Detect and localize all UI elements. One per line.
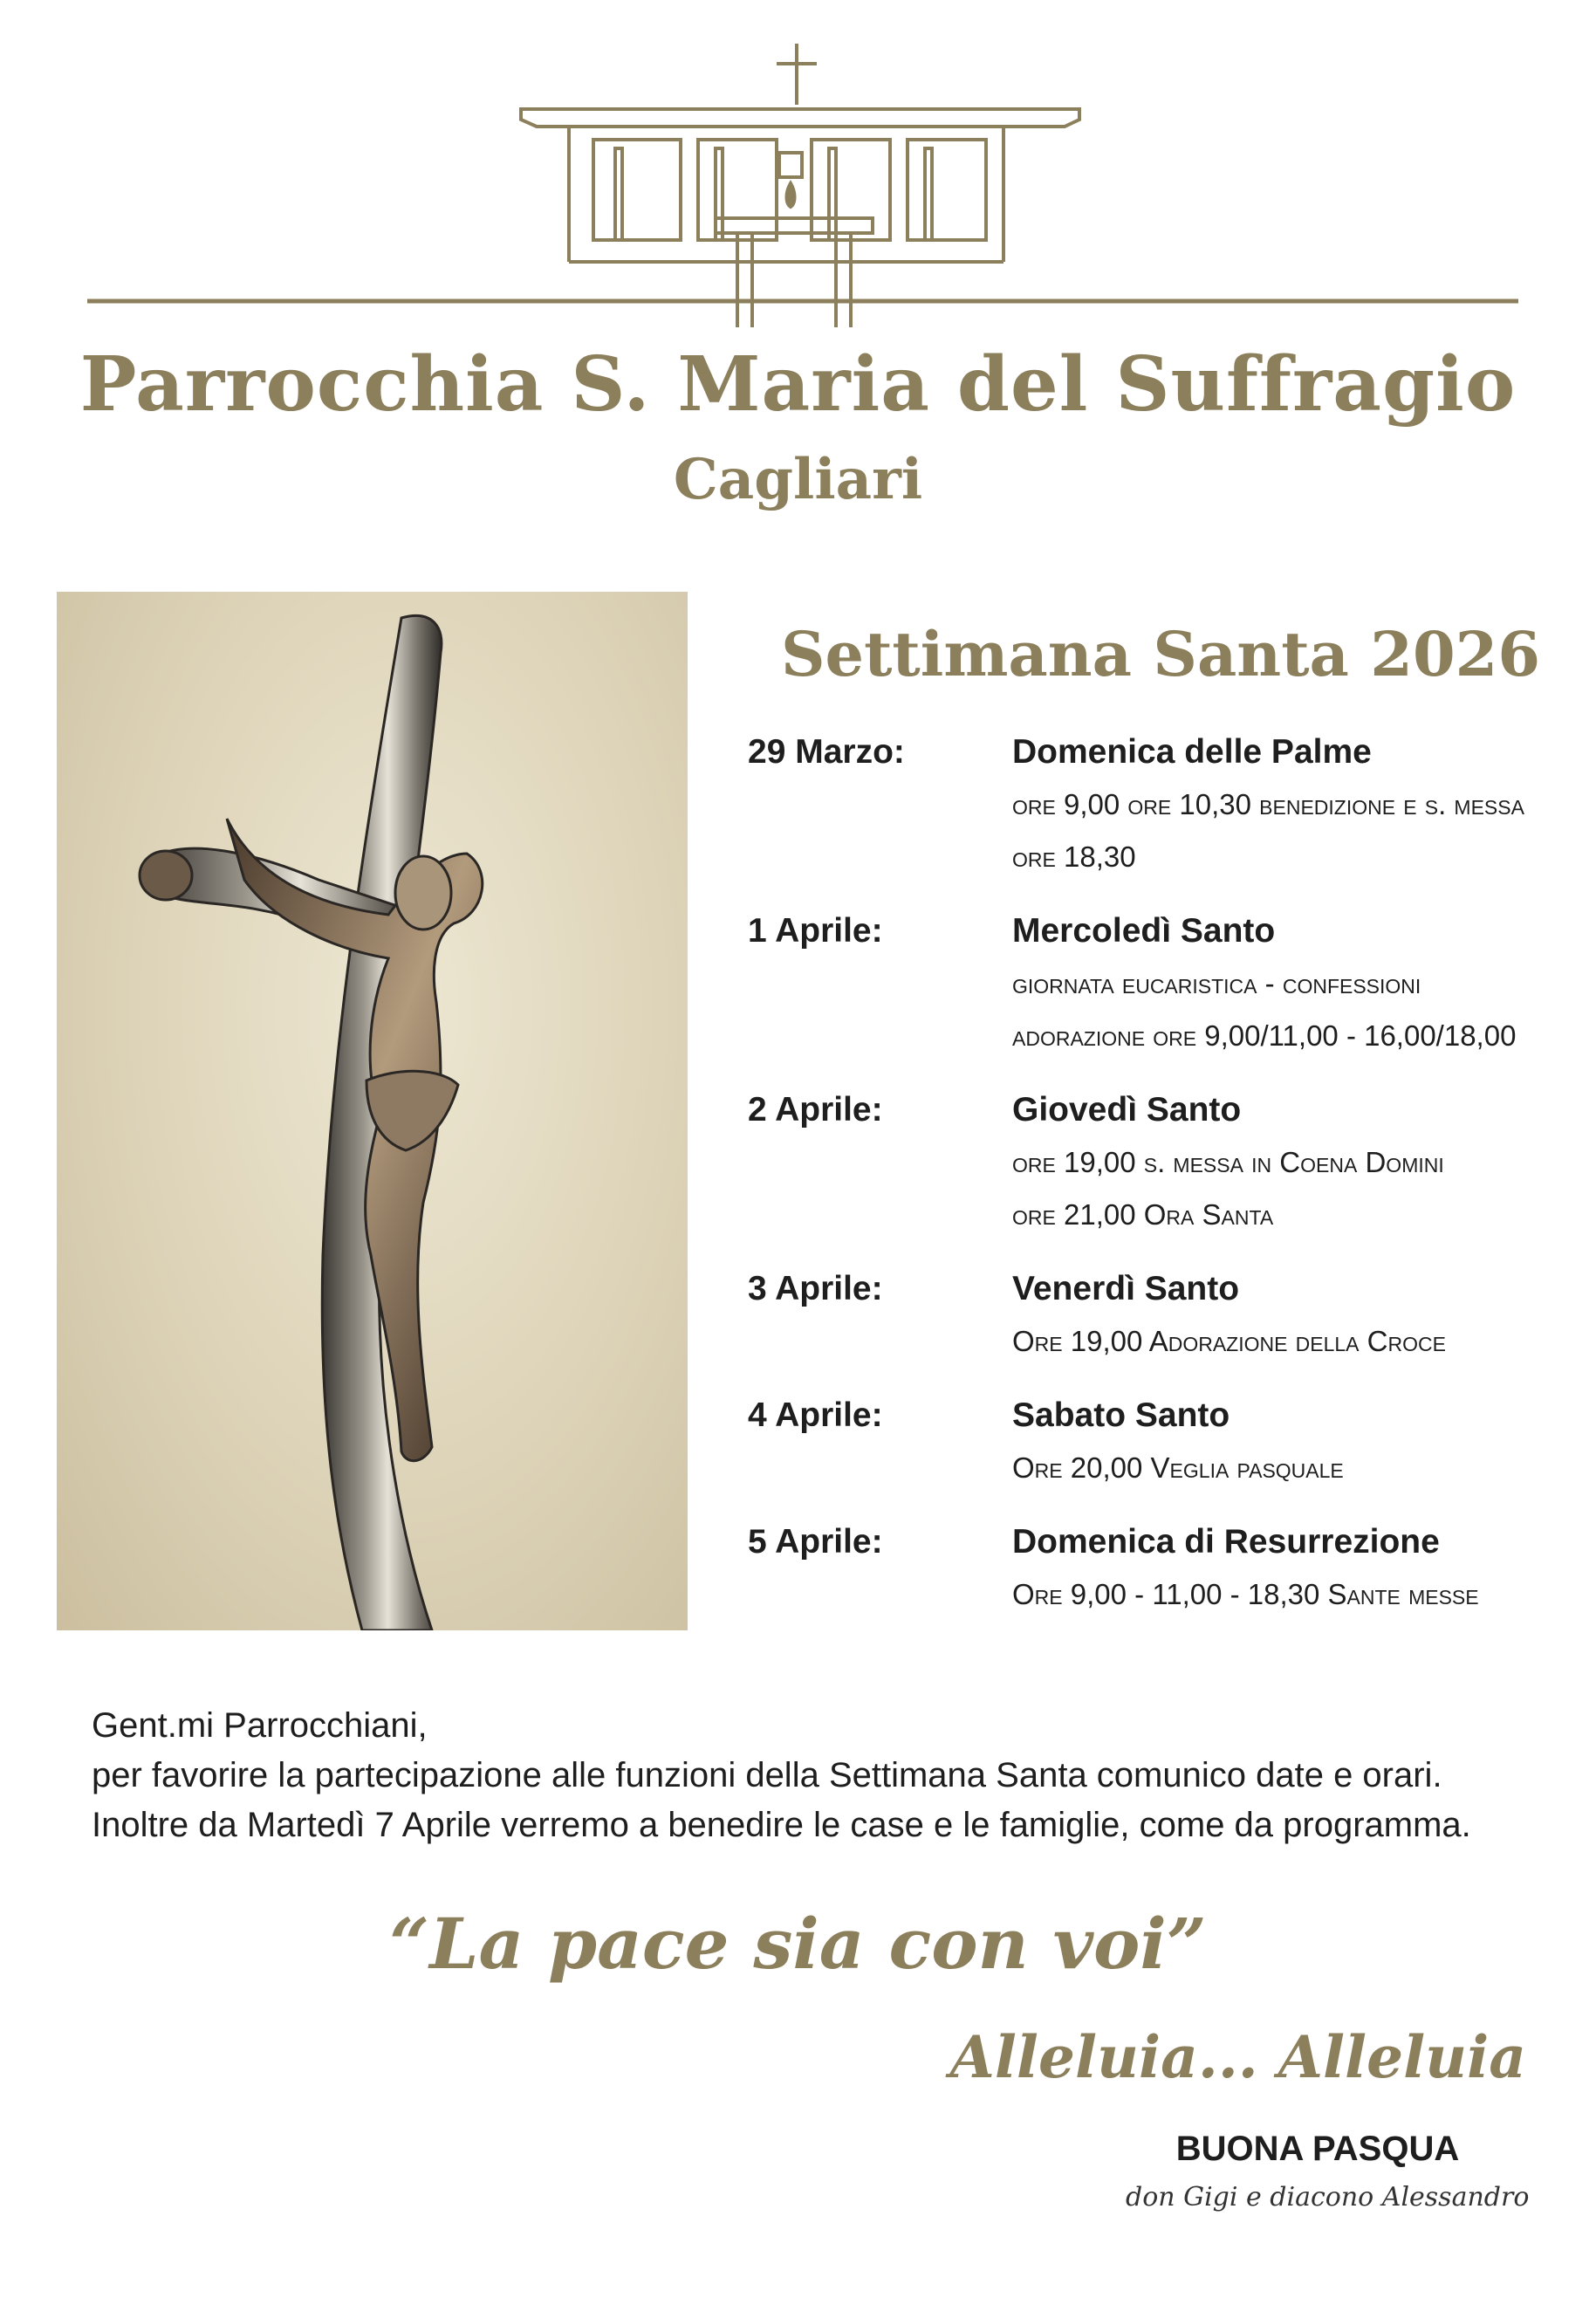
quote: “La pace sia con voi” <box>389 1903 1207 1985</box>
day-date: 4 Aprile: <box>748 1396 883 1434</box>
day-name: Domenica di Resurrezione <box>1012 1523 1440 1561</box>
day-time: ore 21,00 Ora Santa <box>1012 1198 1274 1231</box>
day-time: ore 9,00 ore 10,30 benedizione e s. messa <box>1012 788 1524 820</box>
alleluia: Alleluia... Alleluia <box>949 2023 1526 2091</box>
day-time: Ore 9,00 - 11,00 - 18,30 Sante messe <box>1012 1578 1479 1610</box>
parish-name: Parrocchia S. Maria del Suffragio <box>79 340 1517 429</box>
day-time: ore 19,00 s. messa in Coena Domini <box>1012 1146 1444 1178</box>
day-time: Ore 20,00 Veglia pasquale <box>1012 1451 1344 1484</box>
day-date: 1 Aprile: <box>748 912 883 950</box>
day-date: 3 Aprile: <box>748 1270 883 1307</box>
day-time: Ore 19,00 Adorazione della Croce <box>1012 1325 1446 1357</box>
letter-salutation: Gent.mi Parrocchiani, <box>92 1706 428 1745</box>
day-time: ore 18,30 <box>1012 840 1136 873</box>
day-name: Giovedì Santo <box>1012 1091 1242 1129</box>
day-time: adorazione ore 9,00/11,00 - 16,00/18,00 <box>1012 1019 1517 1052</box>
day-name: Venerdì Santo <box>1012 1270 1240 1307</box>
church-cross-icon <box>87 39 1518 336</box>
parish-city: Cagliari <box>673 447 923 512</box>
day-date: 29 Marzo: <box>748 733 905 771</box>
day-name: Sabato Santo <box>1012 1396 1230 1434</box>
greeting: BUONA PASQUA <box>1175 2130 1460 2168</box>
day-date: 5 Aprile: <box>748 1523 883 1561</box>
day-name: Domenica delle Palme <box>1012 733 1372 771</box>
day-time: giornata eucaristica - confessioni <box>1012 967 1421 999</box>
crucifix-sculpture-image <box>57 592 688 1630</box>
signature: don Gigi e diacono Alessandro <box>1126 2182 1530 2213</box>
letter-line: per favorire la partecipazione alle funzioni della Settimana Santa comunico date e orari. <box>92 1756 1442 1794</box>
day-date: 2 Aprile: <box>748 1091 883 1129</box>
letter-line: Inoltre da Martedì 7 Aprile verremo a benedire le case e le famiglie, come da programma. <box>92 1806 1471 1844</box>
schedule-title: Settimana Santa 2026 <box>781 618 1541 690</box>
day-name: Mercoledì Santo <box>1012 912 1276 950</box>
